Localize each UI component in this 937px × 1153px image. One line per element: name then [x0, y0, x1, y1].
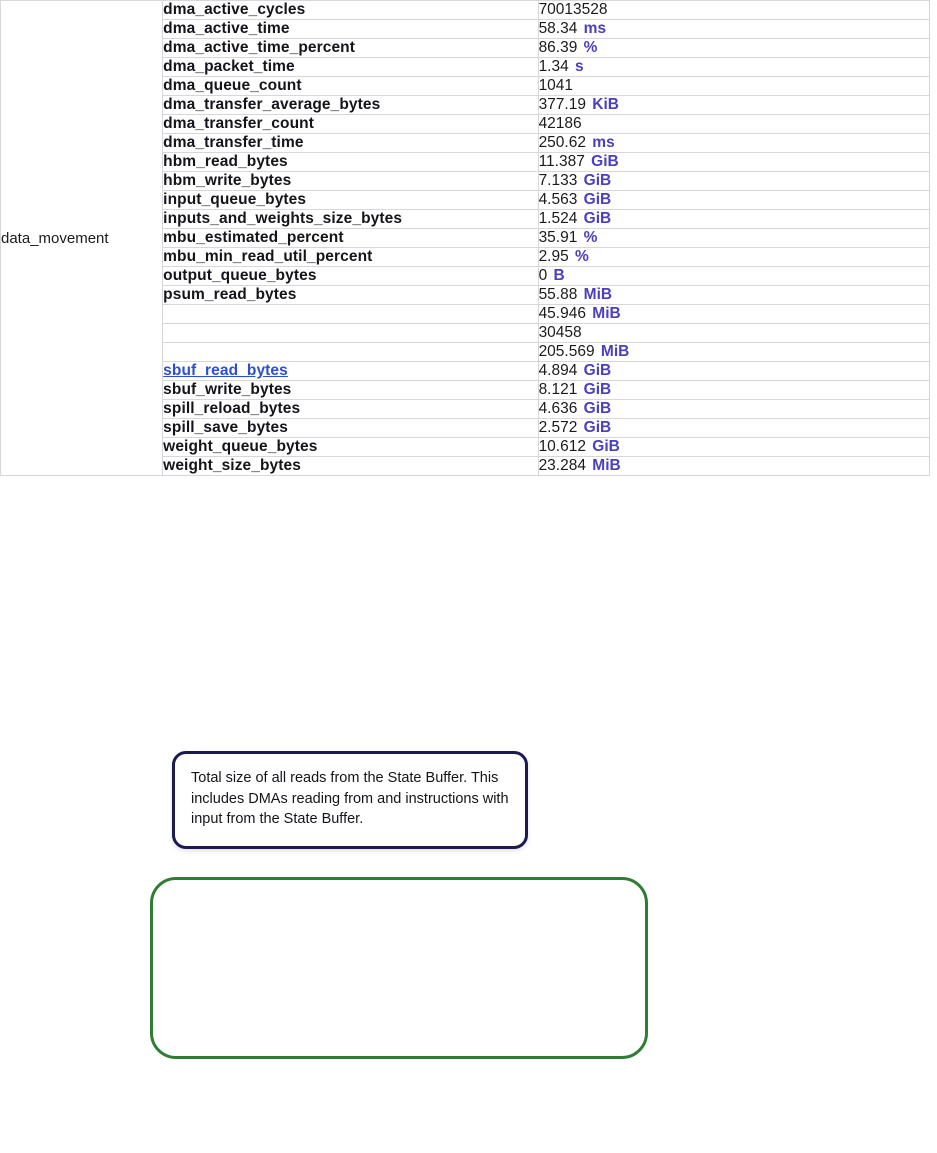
- metric-name-text: dma_transfer_average_bytes: [163, 96, 381, 113]
- metric-value-cell: [538, 286, 929, 305]
- metric-name-cell: [163, 457, 538, 476]
- metric-value-number: 86.39: [538, 39, 578, 56]
- metric-value-number: 1041: [538, 77, 574, 94]
- metric-name-text: dma_active_time_percent: [163, 39, 356, 56]
- metric-name-cell: [163, 1, 538, 20]
- metric-value-unit: ms: [583, 20, 607, 37]
- metric-name-text: spill_save_bytes: [163, 419, 288, 436]
- metric-name-text: input_queue_bytes: [163, 191, 307, 208]
- metric-value-unit: KiB: [592, 96, 619, 113]
- metric-name-text: dma_active_cycles: [163, 1, 306, 18]
- metric-value-cell: [538, 229, 929, 248]
- metric-value-number: 8.121: [538, 381, 578, 398]
- metric-value-number: 205.569: [538, 343, 595, 360]
- metric-value-number: 4.636: [538, 400, 578, 417]
- metric-value-unit: MiB: [600, 343, 630, 360]
- metric-name-link[interactable]: sbuf_read_bytes: [163, 362, 288, 379]
- metric-value-cell: [538, 20, 929, 39]
- metric-name-cell: [163, 381, 538, 400]
- metric-name-cell: [163, 172, 538, 191]
- metric-name-cell: [163, 115, 538, 134]
- highlight-ring: [150, 877, 648, 1059]
- table-row: [1, 1, 930, 20]
- metric-value-unit: s: [575, 58, 584, 75]
- metric-name-cell: [163, 77, 538, 96]
- metric-tooltip: [172, 751, 528, 849]
- metric-value-unit: %: [575, 248, 589, 265]
- metric-value-cell: [538, 381, 929, 400]
- metric-value-cell: [538, 248, 929, 267]
- metric-name-cell: [163, 286, 538, 305]
- metric-value-cell: [538, 267, 929, 286]
- metric-name-text: hbm_write_bytes: [163, 172, 292, 189]
- metric-value-number: 11.387: [538, 153, 585, 170]
- metric-name-text: weight_size_bytes: [163, 457, 301, 474]
- metric-value-number: 1.34: [538, 58, 569, 75]
- metric-name-text: sbuf_write_bytes: [163, 381, 292, 398]
- metric-name-cell: [163, 210, 538, 229]
- metric-name-cell: [163, 58, 538, 77]
- metric-value-cell: [538, 362, 929, 381]
- metric-name-text: dma_transfer_count: [163, 115, 314, 132]
- metric-name-text: dma_packet_time: [163, 58, 295, 75]
- metric-name-text: mbu_estimated_percent: [163, 229, 344, 246]
- metric-value-number: 55.88: [538, 286, 578, 303]
- metric-value-number: 23.284: [538, 457, 586, 474]
- metric-name-cell: [163, 324, 538, 343]
- metric-value-cell: [538, 324, 929, 343]
- tooltip-text: Total size of all reads from the State Buffer. This includes DMAs reading from and instructions with input from the State Buffer.: [191, 770, 509, 828]
- metric-value-number: 35.91: [538, 229, 578, 246]
- metric-name-text: dma_active_time: [163, 20, 290, 37]
- metric-value-unit: GiB: [583, 172, 612, 189]
- metric-value-cell: [538, 343, 929, 362]
- metric-name-cell: [163, 96, 538, 115]
- metric-name-cell: [163, 419, 538, 438]
- metric-value-cell: [538, 96, 929, 115]
- metric-name-cell: [163, 400, 538, 419]
- metric-name-text: dma_transfer_time: [163, 134, 304, 151]
- metric-name-text: weight_queue_bytes: [163, 438, 318, 455]
- metric-value-number: 42186: [538, 115, 582, 132]
- metric-value-unit: MiB: [592, 457, 621, 474]
- metric-value-cell: [538, 115, 929, 134]
- metric-value-number: 377.19: [538, 96, 586, 113]
- metric-name-cell: [163, 343, 538, 362]
- metric-value-cell: [538, 305, 929, 324]
- metric-value-number: 0: [538, 267, 548, 284]
- metric-name-text: output_queue_bytes: [163, 267, 317, 284]
- metric-value-cell: [538, 210, 929, 229]
- metric-value-number: 250.62: [538, 134, 586, 151]
- metric-group-label: data_movement: [1, 1, 163, 476]
- metric-name-text: inputs_and_weights_size_bytes: [163, 210, 403, 227]
- metric-value-number: 2.572: [538, 419, 578, 436]
- metric-name-cell: [163, 39, 538, 58]
- metric-value-unit: GiB: [583, 419, 612, 436]
- metric-value-number: 2.95: [538, 248, 569, 265]
- metric-name-text: mbu_min_read_util_percent: [163, 248, 373, 265]
- metric-value-number: 30458: [538, 324, 582, 341]
- metric-value-unit: GiB: [583, 400, 612, 417]
- metric-name-cell: [163, 134, 538, 153]
- metric-value-cell: [538, 153, 929, 172]
- metric-name-text: psum_read_bytes: [163, 286, 297, 303]
- metric-value-cell: [538, 77, 929, 96]
- metric-name-cell: [163, 438, 538, 457]
- metric-value-unit: GiB: [592, 438, 620, 455]
- metric-name-cell: [163, 229, 538, 248]
- metric-name-cell: [163, 191, 538, 210]
- metric-value-unit: B: [553, 267, 565, 284]
- metric-name-cell: [163, 153, 538, 172]
- metric-value-unit: MiB: [592, 305, 621, 322]
- metric-name-cell: [163, 20, 538, 39]
- metric-name-cell: [163, 267, 538, 286]
- metric-value-unit: GiB: [583, 381, 612, 398]
- metric-value-number: 1.524: [538, 210, 578, 227]
- metric-value-cell: [538, 438, 929, 457]
- metric-value-number: 4.894: [538, 362, 578, 379]
- metric-value-number: 58.34: [538, 20, 578, 37]
- metric-value-cell: [538, 172, 929, 191]
- metric-value-number: 7.133: [538, 172, 578, 189]
- metric-value-unit: GiB: [583, 362, 612, 379]
- metrics-table: [0, 0, 930, 476]
- metric-value-cell: [538, 419, 929, 438]
- metric-value-number: 4.563: [538, 191, 578, 208]
- metric-value-cell: [538, 1, 929, 20]
- metric-value-unit: GiB: [583, 210, 612, 227]
- metric-name-cell: [163, 362, 538, 381]
- metric-value-unit: %: [583, 229, 598, 246]
- metric-value-cell: [538, 39, 929, 58]
- metric-value-unit: GiB: [591, 153, 619, 170]
- metric-value-cell: [538, 400, 929, 419]
- metric-value-unit: ms: [592, 134, 615, 151]
- metric-value-unit: GiB: [583, 191, 612, 208]
- metric-value-cell: [538, 58, 929, 77]
- metric-value-cell: [538, 191, 929, 210]
- metric-value-cell: [538, 134, 929, 153]
- metric-name-cell: [163, 248, 538, 267]
- metric-name-text: dma_queue_count: [163, 77, 302, 94]
- metric-value-cell: [538, 457, 929, 476]
- metric-value-number: 70013528: [538, 1, 608, 18]
- metrics-table-body: [1, 1, 930, 476]
- metric-name-text: spill_reload_bytes: [163, 400, 301, 417]
- metric-name-cell: [163, 305, 538, 324]
- metric-value-unit: %: [583, 39, 598, 56]
- metric-value-number: 45.946: [538, 305, 586, 322]
- metric-value-number: 10.612: [538, 438, 586, 455]
- metric-name-text: hbm_read_bytes: [163, 153, 288, 170]
- metric-value-unit: MiB: [583, 286, 613, 303]
